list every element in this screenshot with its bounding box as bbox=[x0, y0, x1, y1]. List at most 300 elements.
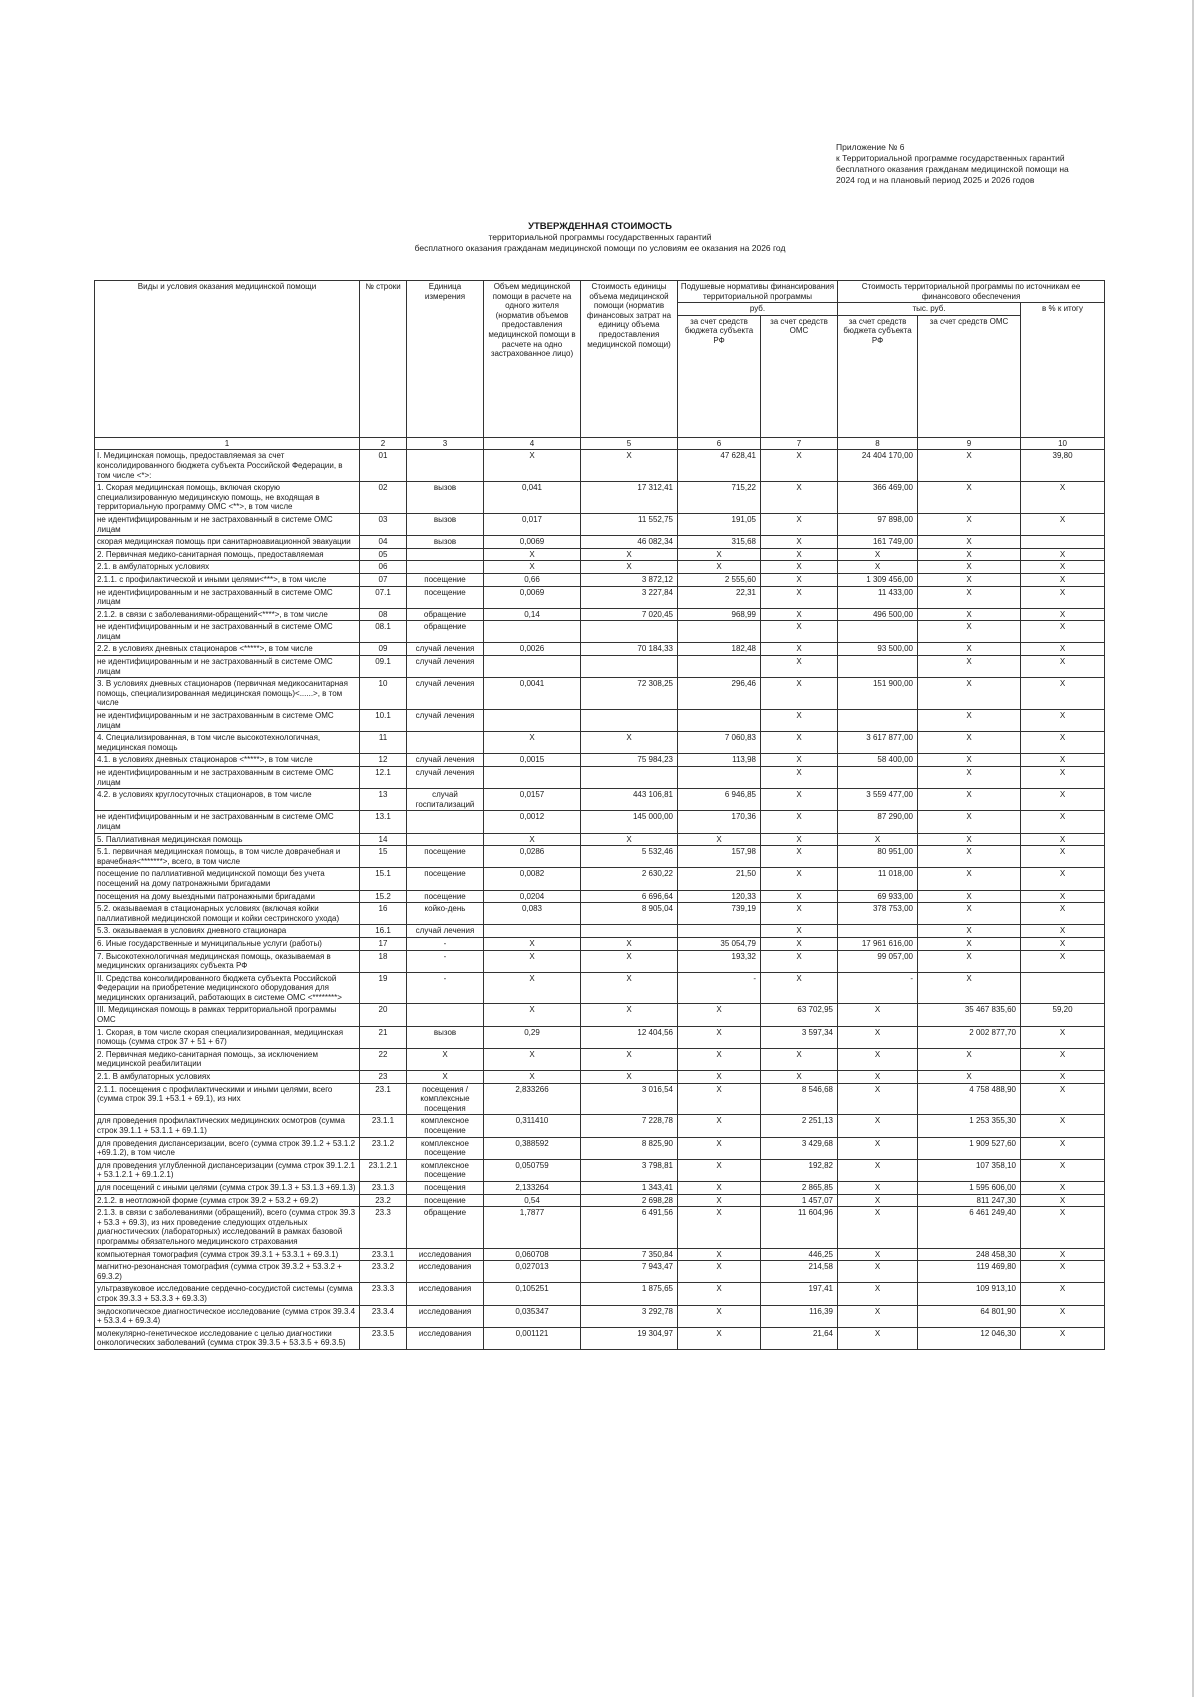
cell-unit: случай лечения bbox=[407, 643, 484, 656]
cell-unit: обращение bbox=[407, 621, 484, 643]
cell-cost: 1 343,41 bbox=[581, 1181, 678, 1194]
cell-b-th: 17 961 616,00 bbox=[838, 937, 918, 950]
table-row bbox=[95, 903, 1105, 925]
cell-num: 09.1 bbox=[360, 656, 407, 678]
cell-cost: 75 984,23 bbox=[581, 754, 678, 767]
table-row bbox=[95, 833, 1105, 846]
cell-b-th: 151 900,00 bbox=[838, 678, 918, 710]
cell-vol: 0,001121 bbox=[484, 1327, 581, 1349]
cost-table bbox=[94, 280, 1105, 1350]
cell-pct: X bbox=[1021, 561, 1105, 574]
cell-pct: 39,80 bbox=[1021, 450, 1105, 482]
cell-b-th: 161 749,00 bbox=[838, 536, 918, 549]
cell-num: 23.1.3 bbox=[360, 1181, 407, 1194]
cell-name: 1. Скорая медицинская помощь, включая скорую специализированную медицинскую помощь, не входящая в территориальную программу ОМС <**>, в том числе bbox=[95, 482, 360, 514]
cell-oms-th: X bbox=[918, 1071, 1021, 1084]
cell-cost: 3 016,54 bbox=[581, 1083, 678, 1115]
cell-oms-rub: 2 865,85 bbox=[761, 1181, 838, 1194]
cell-cost: 7 228,78 bbox=[581, 1115, 678, 1137]
table-row bbox=[95, 561, 1105, 574]
cell-oms-th: X bbox=[918, 536, 1021, 549]
cell-oms-rub: 1 457,07 bbox=[761, 1194, 838, 1207]
cell-pct: X bbox=[1021, 1305, 1105, 1327]
header-col-5: Стоимость единицы объема медицинской помощи (норматив финансовых затрат на единицу объема предоставления медицинской помощи) bbox=[581, 281, 678, 438]
cell-num: 04 bbox=[360, 536, 407, 549]
cell-oms-th: X bbox=[918, 710, 1021, 732]
cell-unit: исследования bbox=[407, 1261, 484, 1283]
cell-vol: 2,833266 bbox=[484, 1083, 581, 1115]
cell-b-rub: 35 054,79 bbox=[678, 937, 761, 950]
cell-b-th bbox=[838, 710, 918, 732]
cell-pct: X bbox=[1021, 789, 1105, 811]
cell-pct: X bbox=[1021, 950, 1105, 972]
header-col-4: Объем медицинской помощи в расчете на одного жителя (норматив объемов предоставления медицинской помощи в расчете на одно застрахованное лицо) bbox=[484, 281, 581, 438]
cell-cost: 2 698,28 bbox=[581, 1194, 678, 1207]
cell-name: 2.1.1. посещения с профилактическими и иными целями, всего (сумма строк 39.1 +53.1 + 69.1), из них bbox=[95, 1083, 360, 1115]
cell-oms-rub: X bbox=[761, 937, 838, 950]
header-col-8: за счет средств бюджета субъекта РФ bbox=[838, 315, 918, 437]
cell-oms-th: X bbox=[918, 903, 1021, 925]
cell-oms-th: X bbox=[918, 513, 1021, 535]
table-row bbox=[95, 1207, 1105, 1248]
cell-oms-th: 119 469,80 bbox=[918, 1261, 1021, 1283]
cell-unit: случай лечения bbox=[407, 710, 484, 732]
cell-b-th: 496 500,00 bbox=[838, 608, 918, 621]
table-row bbox=[95, 643, 1105, 656]
cell-num: 20 bbox=[360, 1004, 407, 1026]
cell-oms-rub: 446,25 bbox=[761, 1248, 838, 1261]
cell-oms-rub: X bbox=[761, 903, 838, 925]
cell-num: 15.1 bbox=[360, 868, 407, 890]
cell-cost: X bbox=[581, 561, 678, 574]
cell-b-th: X bbox=[838, 1283, 918, 1305]
cell-name: магнитно-резонансная томография (сумма строк 39.3.2 + 53.3.2 + 69.3.2) bbox=[95, 1261, 360, 1283]
cell-b-rub: 22,31 bbox=[678, 586, 761, 608]
cell-pct: X bbox=[1021, 678, 1105, 710]
table-row bbox=[95, 1305, 1105, 1327]
table-row bbox=[95, 536, 1105, 549]
cell-vol: 0,0204 bbox=[484, 890, 581, 903]
annex-line-2: к Территориальной программе государственных гарантий bbox=[836, 153, 1065, 163]
table-row bbox=[95, 573, 1105, 586]
cell-b-rub: X bbox=[678, 1248, 761, 1261]
table-row bbox=[95, 868, 1105, 890]
cell-vol: X bbox=[484, 450, 581, 482]
cell-unit: исследования bbox=[407, 1305, 484, 1327]
table-row bbox=[95, 1048, 1105, 1070]
cell-b-th: 11 018,00 bbox=[838, 868, 918, 890]
cell-vol: 0,0082 bbox=[484, 868, 581, 890]
table-row bbox=[95, 1159, 1105, 1181]
cell-oms-rub: 63 702,95 bbox=[761, 1004, 838, 1026]
cell-vol: 0,105251 bbox=[484, 1283, 581, 1305]
cell-num: 07.1 bbox=[360, 586, 407, 608]
table-row bbox=[95, 1181, 1105, 1194]
cell-vol: 0,0041 bbox=[484, 678, 581, 710]
cell-name: не идентифицированным и не застрахованным в системе ОМС лицам bbox=[95, 767, 360, 789]
document-title bbox=[330, 221, 870, 254]
cell-b-rub: X bbox=[678, 561, 761, 574]
cell-b-rub: X bbox=[678, 1159, 761, 1181]
cell-cost: X bbox=[581, 937, 678, 950]
cell-unit: посещение bbox=[407, 1194, 484, 1207]
cell-name: для проведения диспансеризации, всего (сумма строк 39.1.2 + 53.1.2 +69.1.2), в том числе bbox=[95, 1137, 360, 1159]
cell-unit bbox=[407, 1004, 484, 1026]
cell-cost bbox=[581, 925, 678, 938]
cell-pct: X bbox=[1021, 1137, 1105, 1159]
cell-name: 5. Паллиативная медицинская помощь bbox=[95, 833, 360, 846]
cell-pct: X bbox=[1021, 1159, 1105, 1181]
cell-num: 11 bbox=[360, 732, 407, 754]
cell-vol: 0,311410 bbox=[484, 1115, 581, 1137]
cell-cost: 5 532,46 bbox=[581, 846, 678, 868]
cell-vol: 0,017 bbox=[484, 513, 581, 535]
table-row bbox=[95, 513, 1105, 535]
table-row bbox=[95, 937, 1105, 950]
cell-oms-rub: 197,41 bbox=[761, 1283, 838, 1305]
cell-num: 18 bbox=[360, 950, 407, 972]
cell-b-th: - bbox=[838, 972, 918, 1004]
cell-b-rub: X bbox=[678, 1327, 761, 1349]
cell-oms-rub: 192,82 bbox=[761, 1159, 838, 1181]
cell-vol: X bbox=[484, 833, 581, 846]
cell-oms-th: X bbox=[918, 482, 1021, 514]
cell-cost: 8 905,04 bbox=[581, 903, 678, 925]
header-col-7: за счет средств ОМС bbox=[761, 315, 838, 437]
cell-num: 23.3.4 bbox=[360, 1305, 407, 1327]
cell-oms-th: 4 758 488,90 bbox=[918, 1083, 1021, 1115]
cell-b-th: 87 290,00 bbox=[838, 811, 918, 833]
cell-oms-th: X bbox=[918, 586, 1021, 608]
cell-b-rub: 120,33 bbox=[678, 890, 761, 903]
cell-num: 23.1.2 bbox=[360, 1137, 407, 1159]
cell-num: 13 bbox=[360, 789, 407, 811]
table-row bbox=[95, 1248, 1105, 1261]
cell-unit: посещение bbox=[407, 573, 484, 586]
cell-oms-rub: 214,58 bbox=[761, 1261, 838, 1283]
cell-cost: 1 875,65 bbox=[581, 1283, 678, 1305]
cell-pct: X bbox=[1021, 1083, 1105, 1115]
cell-b-th bbox=[838, 621, 918, 643]
title-subtitle-2: бесплатного оказания гражданам медицинской помощи по условиям ее оказания на 2026 год bbox=[414, 243, 786, 253]
col-number: 4 bbox=[484, 437, 581, 450]
scan-edge bbox=[1192, 0, 1194, 1697]
cell-pct: X bbox=[1021, 1026, 1105, 1048]
table-row bbox=[95, 925, 1105, 938]
table-row bbox=[95, 1327, 1105, 1349]
cell-oms-rub: X bbox=[761, 573, 838, 586]
cell-pct: X bbox=[1021, 1194, 1105, 1207]
cell-oms-th: X bbox=[918, 621, 1021, 643]
cell-cost: 8 825,90 bbox=[581, 1137, 678, 1159]
cell-b-rub: - bbox=[678, 972, 761, 1004]
cell-b-th: X bbox=[838, 548, 918, 561]
table-row bbox=[95, 1083, 1105, 1115]
cell-num: 23.1 bbox=[360, 1083, 407, 1115]
cell-b-th: 97 898,00 bbox=[838, 513, 918, 535]
cell-cost bbox=[581, 656, 678, 678]
cell-oms-rub: 2 251,13 bbox=[761, 1115, 838, 1137]
cell-oms-rub: 3 429,68 bbox=[761, 1137, 838, 1159]
cell-oms-th: X bbox=[918, 573, 1021, 586]
cell-name: 2.2. в условиях дневных стационаров <*****>, в том числе bbox=[95, 643, 360, 656]
cell-cost: 443 106,81 bbox=[581, 789, 678, 811]
cell-pct: X bbox=[1021, 482, 1105, 514]
cell-num: 15.2 bbox=[360, 890, 407, 903]
cell-name: 7. Высокотехнологичная медицинская помощь, оказываемая в медицинских организациях субъекта РФ bbox=[95, 950, 360, 972]
cell-name: не идентифицированным и не застрахованный в системе ОМС лицам bbox=[95, 586, 360, 608]
cell-pct: X bbox=[1021, 1071, 1105, 1084]
cell-name: 2.1.3. в связи с заболеваниями (обращений), всего (сумма строк 39.3 + 53.3 + 69.3), из них проведение следующих отдельных диагностических (лабораторных) исследований в рамках базовой программы обязательного медицинского страхования bbox=[95, 1207, 360, 1248]
cell-vol: 0,0286 bbox=[484, 846, 581, 868]
cell-b-rub: X bbox=[678, 1261, 761, 1283]
cell-pct: X bbox=[1021, 608, 1105, 621]
cell-b-rub: X bbox=[678, 1083, 761, 1115]
table-row bbox=[95, 608, 1105, 621]
cell-unit: исследования bbox=[407, 1327, 484, 1349]
table-row bbox=[95, 450, 1105, 482]
cell-name: 4.2. в условиях круглосуточных стационаров, в том числе bbox=[95, 789, 360, 811]
cell-cost: 70 184,33 bbox=[581, 643, 678, 656]
cell-name: 3. В условиях дневных стационаров (первичная медикосанитарная помощь, специализированная медицинская помощь)<......>, в том числе bbox=[95, 678, 360, 710]
col-number: 7 bbox=[761, 437, 838, 450]
table-row bbox=[95, 482, 1105, 514]
cell-pct: X bbox=[1021, 710, 1105, 732]
cell-b-th: X bbox=[838, 1071, 918, 1084]
header-col-2: № строки bbox=[360, 281, 407, 438]
cell-num: 23.3.5 bbox=[360, 1327, 407, 1349]
cell-pct: X bbox=[1021, 1248, 1105, 1261]
cell-oms-rub: 8 546,68 bbox=[761, 1083, 838, 1115]
cell-oms-th: X bbox=[918, 608, 1021, 621]
table-row bbox=[95, 621, 1105, 643]
cell-vol: 0,0012 bbox=[484, 811, 581, 833]
cell-cost: 17 312,41 bbox=[581, 482, 678, 514]
cell-pct: X bbox=[1021, 937, 1105, 950]
cell-b-rub: X bbox=[678, 1305, 761, 1327]
cell-unit: посещение bbox=[407, 846, 484, 868]
cell-cost: X bbox=[581, 833, 678, 846]
annex-line-3: бесплатного оказания гражданам медицинской помощи на bbox=[836, 164, 1069, 174]
cell-unit: посещения / комплексные посещения bbox=[407, 1083, 484, 1115]
cell-vol bbox=[484, 767, 581, 789]
cell-b-rub bbox=[678, 767, 761, 789]
cell-num: 10.1 bbox=[360, 710, 407, 732]
cell-b-th bbox=[838, 925, 918, 938]
cell-cost bbox=[581, 710, 678, 732]
cell-oms-rub: X bbox=[761, 513, 838, 535]
table-row bbox=[95, 846, 1105, 868]
cell-vol: X bbox=[484, 1071, 581, 1084]
cell-b-rub bbox=[678, 621, 761, 643]
cell-pct: X bbox=[1021, 586, 1105, 608]
header-col-6-7: Подушевые нормативы финансирования территориальной программы bbox=[678, 281, 838, 303]
cell-b-th: 366 469,00 bbox=[838, 482, 918, 514]
cell-oms-th: 64 801,90 bbox=[918, 1305, 1021, 1327]
cell-oms-rub: X bbox=[761, 767, 838, 789]
cell-cost: 3 292,78 bbox=[581, 1305, 678, 1327]
cell-oms-th: X bbox=[918, 450, 1021, 482]
cell-pct: X bbox=[1021, 1115, 1105, 1137]
cell-b-rub: 7 060,83 bbox=[678, 732, 761, 754]
header-thousand-rub: тыс. руб. bbox=[838, 303, 1021, 316]
cell-unit bbox=[407, 732, 484, 754]
cell-pct: X bbox=[1021, 767, 1105, 789]
cell-num: 21 bbox=[360, 1026, 407, 1048]
cell-oms-rub: X bbox=[761, 732, 838, 754]
cell-name: компьютерная томография (сумма строк 39.3.1 + 53.3.1 + 69.3.1) bbox=[95, 1248, 360, 1261]
cell-b-th: X bbox=[838, 561, 918, 574]
cell-b-th: 11 433,00 bbox=[838, 586, 918, 608]
cell-oms-rub: X bbox=[761, 678, 838, 710]
cell-b-rub: 296,46 bbox=[678, 678, 761, 710]
cell-cost: 11 552,75 bbox=[581, 513, 678, 535]
cell-cost: 3 227,84 bbox=[581, 586, 678, 608]
cell-name: I. Медицинская помощь, предоставляемая за счет консолидированного бюджета субъекта Российской Федерации, в том числе <*>: bbox=[95, 450, 360, 482]
cell-name: для проведения профилактических медицинских осмотров (сумма строк 39.1.1 + 53.1.1 + 69.1.1) bbox=[95, 1115, 360, 1137]
cell-unit: исследования bbox=[407, 1248, 484, 1261]
cell-vol: 0,29 bbox=[484, 1026, 581, 1048]
cell-vol: 0,388592 bbox=[484, 1137, 581, 1159]
cell-vol: 0,0069 bbox=[484, 586, 581, 608]
cell-name: 5.2. оказываемая в стационарных условиях (включая койки паллиативной медицинской помощи и койки сестринского ухода) bbox=[95, 903, 360, 925]
cell-name: не идентифицированным и не застрахованным в системе ОМС лицам bbox=[95, 710, 360, 732]
cell-name: для посещений с иными целями (сумма строк 39.1.3 + 53.1.3 +69.1.3) bbox=[95, 1181, 360, 1194]
cell-cost: 72 308,25 bbox=[581, 678, 678, 710]
cell-vol: 0,0069 bbox=[484, 536, 581, 549]
cell-name: 2.1.2. в неотложной форме (сумма строк 39.2 + 53.2 + 69.2) bbox=[95, 1194, 360, 1207]
cell-b-rub: X bbox=[678, 833, 761, 846]
cell-cost: X bbox=[581, 1004, 678, 1026]
cell-num: 05 bbox=[360, 548, 407, 561]
cell-pct: X bbox=[1021, 925, 1105, 938]
cell-unit: вызов bbox=[407, 1026, 484, 1048]
cell-vol: X bbox=[484, 937, 581, 950]
col-number: 2 bbox=[360, 437, 407, 450]
cell-unit bbox=[407, 811, 484, 833]
cell-vol bbox=[484, 656, 581, 678]
cell-vol: X bbox=[484, 548, 581, 561]
table-row bbox=[95, 1137, 1105, 1159]
cell-oms-rub: 3 597,34 bbox=[761, 1026, 838, 1048]
cell-b-rub: 170,36 bbox=[678, 811, 761, 833]
cell-oms-th: X bbox=[918, 950, 1021, 972]
cell-b-rub: 157,98 bbox=[678, 846, 761, 868]
cell-b-rub bbox=[678, 925, 761, 938]
cell-num: 23.2 bbox=[360, 1194, 407, 1207]
cell-num: 23.1.1 bbox=[360, 1115, 407, 1137]
table-row bbox=[95, 678, 1105, 710]
cell-unit: X bbox=[407, 1071, 484, 1084]
cell-oms-rub: X bbox=[761, 608, 838, 621]
cell-pct: X bbox=[1021, 1048, 1105, 1070]
cell-oms-rub: X bbox=[761, 846, 838, 868]
cell-name: 2. Первичная медико-санитарная помощь, предоставляемая bbox=[95, 548, 360, 561]
cell-pct: X bbox=[1021, 621, 1105, 643]
cell-b-th: X bbox=[838, 1248, 918, 1261]
cell-pct: X bbox=[1021, 656, 1105, 678]
cell-oms-th: 1 253 355,30 bbox=[918, 1115, 1021, 1137]
table-row bbox=[95, 1026, 1105, 1048]
cell-vol: 0,041 bbox=[484, 482, 581, 514]
table-row bbox=[95, 1194, 1105, 1207]
cell-oms-th: X bbox=[918, 868, 1021, 890]
cell-vol: 0,050759 bbox=[484, 1159, 581, 1181]
cell-num: 19 bbox=[360, 972, 407, 1004]
cell-pct bbox=[1021, 972, 1105, 1004]
cell-vol: 0,0015 bbox=[484, 754, 581, 767]
cell-oms-th: X bbox=[918, 561, 1021, 574]
cell-pct: X bbox=[1021, 1181, 1105, 1194]
cell-b-rub: 739,19 bbox=[678, 903, 761, 925]
cell-cost: 46 082,34 bbox=[581, 536, 678, 549]
cell-b-th: X bbox=[838, 1327, 918, 1349]
cell-cost: X bbox=[581, 450, 678, 482]
cell-oms-rub: X bbox=[761, 890, 838, 903]
cell-vol: X bbox=[484, 972, 581, 1004]
cell-b-th: X bbox=[838, 1115, 918, 1137]
cell-oms-rub: X bbox=[761, 868, 838, 890]
cell-oms-th: X bbox=[918, 937, 1021, 950]
cell-name: для проведения углубленной диспансеризации (сумма строк 39.1.2.1 + 53.1.2.1 + 69.1.2.1) bbox=[95, 1159, 360, 1181]
cell-name: не идентифицированным и не застрахованный в системе ОМС лицам bbox=[95, 513, 360, 535]
cell-b-th bbox=[838, 656, 918, 678]
cell-vol: X bbox=[484, 1048, 581, 1070]
cell-oms-rub: X bbox=[761, 925, 838, 938]
cell-num: 23 bbox=[360, 1071, 407, 1084]
cell-name: эндоскопическое диагностическое исследование (сумма строк 39.3.4 + 53.3.4 + 69.3.4) bbox=[95, 1305, 360, 1327]
cell-unit: обращение bbox=[407, 1207, 484, 1248]
cell-b-th: X bbox=[838, 833, 918, 846]
cell-name: 2.1. в амбулаторных условиях bbox=[95, 561, 360, 574]
table-row bbox=[95, 548, 1105, 561]
cell-name: не идентифицированным и не застрахованным в системе ОМС лицам bbox=[95, 811, 360, 833]
cell-pct: X bbox=[1021, 1327, 1105, 1349]
cell-unit: - bbox=[407, 972, 484, 1004]
cell-unit: случай лечения bbox=[407, 678, 484, 710]
cell-num: 08 bbox=[360, 608, 407, 621]
cell-cost: 2 630,22 bbox=[581, 868, 678, 890]
header-col-10: в % к итогу bbox=[1021, 303, 1105, 438]
cell-oms-rub: X bbox=[761, 536, 838, 549]
cell-unit: койко-день bbox=[407, 903, 484, 925]
cell-cost: X bbox=[581, 972, 678, 1004]
cell-b-th: 69 933,00 bbox=[838, 890, 918, 903]
table-row bbox=[95, 754, 1105, 767]
cell-cost: 145 000,00 bbox=[581, 811, 678, 833]
col-number: 10 bbox=[1021, 437, 1105, 450]
cell-oms-rub: X bbox=[761, 789, 838, 811]
cell-pct: X bbox=[1021, 643, 1105, 656]
cell-oms-th: X bbox=[918, 656, 1021, 678]
cell-unit bbox=[407, 548, 484, 561]
annex-line-4: 2024 год и на плановый период 2025 и 2026 годов bbox=[836, 175, 1035, 185]
cell-b-th: 378 753,00 bbox=[838, 903, 918, 925]
cell-oms-th: 35 467 835,60 bbox=[918, 1004, 1021, 1026]
cell-b-rub: X bbox=[678, 1004, 761, 1026]
table-row bbox=[95, 811, 1105, 833]
cell-b-th: 80 951,00 bbox=[838, 846, 918, 868]
cell-pct: X bbox=[1021, 1207, 1105, 1248]
cell-cost: X bbox=[581, 732, 678, 754]
title-subtitle-1: территориальной программы государственных гарантий bbox=[488, 232, 712, 242]
cell-oms-rub: X bbox=[761, 561, 838, 574]
header-col-3: Единица измерения bbox=[407, 281, 484, 438]
cell-oms-th: X bbox=[918, 643, 1021, 656]
cell-unit: посещение bbox=[407, 586, 484, 608]
cell-b-th: X bbox=[838, 1083, 918, 1115]
cell-name: 2.1.2. в связи с заболеваниями-обращений<****>, в том числе bbox=[95, 608, 360, 621]
